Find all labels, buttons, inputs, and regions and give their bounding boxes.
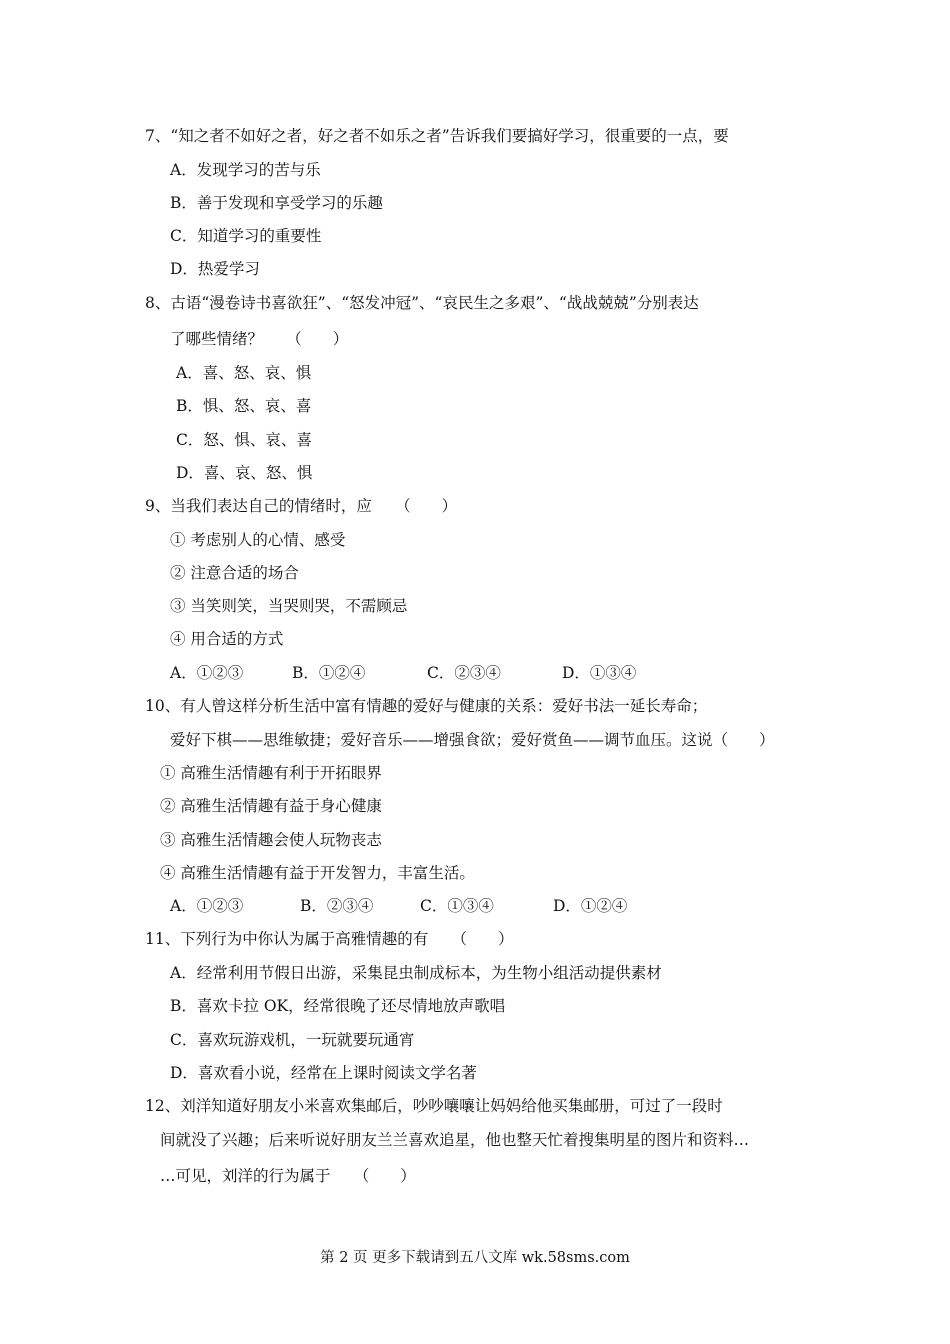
- question-10-stem-line-1: 10、有人曾这样分析生活中富有情趣的爱好与健康的关系：爱好书法一延长寿命；: [145, 697, 708, 715]
- question-9-choices: [170, 662, 636, 684]
- question-12-stem-line-1: 12、刘洋知道好朋友小米喜欢集邮后，吵吵嚷嚷让妈妈给他买集邮册，可过了一段时: [145, 1097, 723, 1115]
- question-7-stem: 7、“知之者不如好之者，好之者不如乐之者”告诉我们要搞好学习，很重要的一点，要: [145, 127, 729, 145]
- question-10-choice-a: A．①②③: [170, 897, 244, 915]
- question-8-option-d: D．喜、哀、怒、惧: [176, 464, 313, 482]
- question-8-option-b: B．惧、怒、哀、喜: [176, 397, 312, 415]
- question-10-item-4: ④ 高雅生活情趣有益于开发智力，丰富生活。: [160, 864, 475, 882]
- question-9-choice-b: B．①②④: [292, 664, 366, 682]
- question-10-choices: [170, 895, 627, 917]
- question-12-stem-line-2: 间就没了兴趣；后来听说好朋友兰兰喜欢追星，他也整天忙着搜集明星的图片和资料…: [160, 1131, 750, 1149]
- question-7-option-a: A．发现学习的苦与乐: [170, 161, 321, 179]
- question-10-stem-line-2: 爱好下棋——思维敏捷；爱好音乐——增强食欲；爱好赏鱼——调节血压。这说（ ）: [170, 731, 775, 749]
- question-7-option-d: D．热爱学习: [170, 260, 260, 278]
- question-9-item-3: ③ 当笑则笑，当哭则哭，不需顾忌: [170, 597, 408, 615]
- question-11-stem: 11、下列行为中你认为属于高雅情趣的有 （ ）: [145, 930, 514, 948]
- question-11-option-c: C．喜欢玩游戏机，一玩就要玩通宵: [170, 1031, 415, 1049]
- question-12-stem-line-3: …可见，刘洋的行为属于 （ ）: [160, 1167, 416, 1185]
- question-11-option-a: A．经常利用节假日出游，采集昆虫制成标本，为生物小组活动提供素材: [170, 964, 662, 982]
- question-8-stem-line-2: 了哪些情绪？ （ ）: [170, 330, 349, 348]
- question-8-option-c: C．怒、惧、哀、喜: [176, 431, 312, 449]
- question-10-item-1: ① 高雅生活情趣有利于开拓眼界: [160, 764, 382, 782]
- question-10-choice-b: B．②③④: [300, 897, 374, 915]
- question-10-item-2: ② 高雅生活情趣有益于身心健康: [160, 797, 382, 815]
- question-9-choice-c: C．②③④: [427, 664, 501, 682]
- question-9-item-2: ② 注意合适的场合: [170, 564, 299, 582]
- question-9-stem: 9、当我们表达自己的情绪时，应 （ ）: [145, 497, 458, 515]
- question-8-option-a: A．喜、怒、哀、惧: [176, 364, 312, 382]
- question-10-choice-c: C．①③④: [420, 897, 494, 915]
- question-10-item-3: ③ 高雅生活情趣会使人玩物丧志: [160, 831, 382, 849]
- page-footer: 第 2 页 更多下载请到五八文库 wk.58sms.com: [320, 1250, 630, 1266]
- question-10-choice-d: D．①②④: [553, 897, 628, 915]
- question-8-stem-line-1: 8、古语“漫卷诗书喜欲狂”、“怒发冲冠”、“哀民生之多艰”、“战战兢兢”分别表达: [145, 294, 699, 312]
- question-11-option-d: D．喜欢看小说，经常在上课时阅读文学名著: [170, 1064, 477, 1082]
- question-11-option-b: B．喜欢卡拉 OK，经常很晚了还尽情地放声歌唱: [170, 997, 506, 1015]
- question-9-item-4: ④ 用合适的方式: [170, 630, 284, 648]
- question-9-choice-d: D．①③④: [562, 664, 637, 682]
- question-9-choice-a: A．①②③: [170, 664, 244, 682]
- question-9-item-1: ① 考虑别人的心情、感受: [170, 531, 346, 549]
- question-7-option-b: B．善于发现和享受学习的乐趣: [170, 194, 383, 212]
- question-7-option-c: C．知道学习的重要性: [170, 227, 322, 245]
